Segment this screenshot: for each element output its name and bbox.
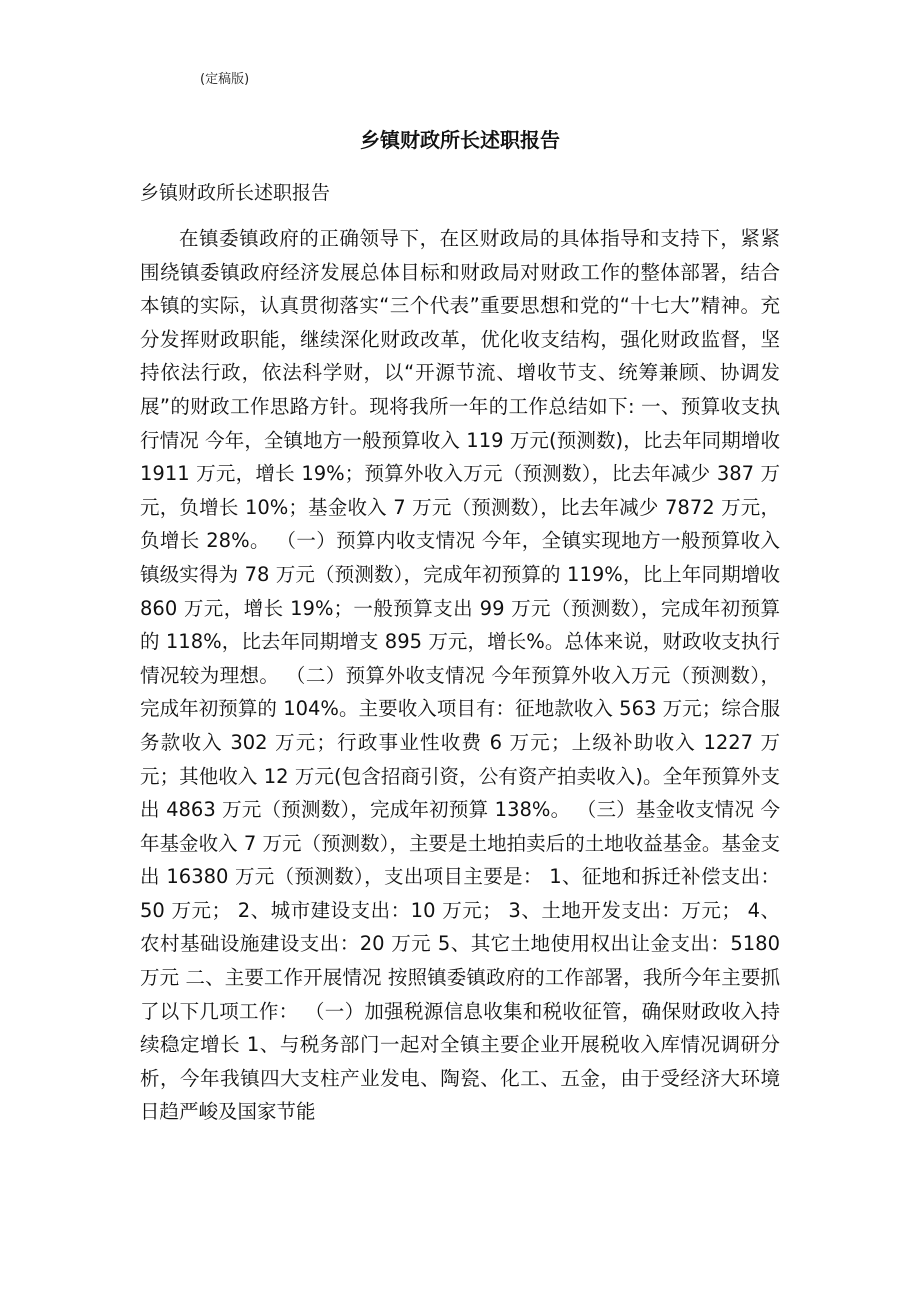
document-title: 乡镇财政所长述职报告 bbox=[360, 128, 560, 152]
body-paragraph: 在镇委镇政府的正确领导下，在区财政局的具体指导和支持下，紧紧围绕镇委镇政府经济发展总体目标和财政局对财政工作的整体部署，结合本镇的实际，认真贯彻落实“三个代表”重要思想和党的“十七大”精神。充分发挥财政职能，继续深化财政改革，优化收支结构，强化财政监督，坚持依法行政，依法科学财，以“开源节流、增收节支、统筹兼顾、协调发展”的财政工作思路方针。现将我所一年的工作总结如下: 一、预算收支执行情况 今年，全镇地方一般预算收入 119 万元(预测数)，比去年同期增收 1911 万元，增长 19%；预算外收入万元（预测数），比去年减少 387 万元，负增长 10%；基金收入 7 万元（预测数），比去年减少 7872 万元，负增长 28%。 （一）预算内收支情况 今年，全镇实现地方一般预算收入镇级实得为 78 万元（预测数），完成年初预算的 119%，比上年同期增收 860 万元，增长 19%；一般预算支出 99 万元（预测数），完成年初预算的 118%，比去年同期增支 895 万元，增长%。总体来说，财政收支执行情况较为理想。 （二）预算外收支情况 今年预算外收入万元（预测数），完成年初预算的 104%。主要收入项目有：征地款收入 563 万元；综合服务款收入 302 万元；行政事业性收费 6 万元；上级补助收入 1227 万元；其他收入 12 万元(包含招商引资，公有资产拍卖收入)。全年预算外支出 4863 万元（预测数），完成年初预算 138%。 （三）基金收支情况 今年基金收入 7 万元（预测数），主要是土地拍卖后的土地收益基金。基金支出 16380 万元（预测数），支出项目主要是： 1、征地和拆迁补偿支出：50 万元； 2、城市建设支出：10 万元； 3、土地开发支出：万元； 4、农村基础设施建设支出：20 万元 5、其它土地使用权出让金支出：5180 万元 二、主要工作开展情况 按照镇委镇政府的工作部署，我所今年主要抓了以下几项工作： （一）加强税源信息收集和税收征管，确保财政收入持续稳定增长 1、与税务部门一起对全镇主要企业开展税收入库情况调研分析，今年我镇四大支柱产业发电、陶瓷、化工、五金，由于受经济大环境日趋严峻及国家节能 bbox=[140, 227, 780, 1124]
draft-version-tag: (定稿版) bbox=[200, 72, 250, 87]
document-subtitle: 乡镇财政所长述职报告 bbox=[140, 182, 331, 204]
